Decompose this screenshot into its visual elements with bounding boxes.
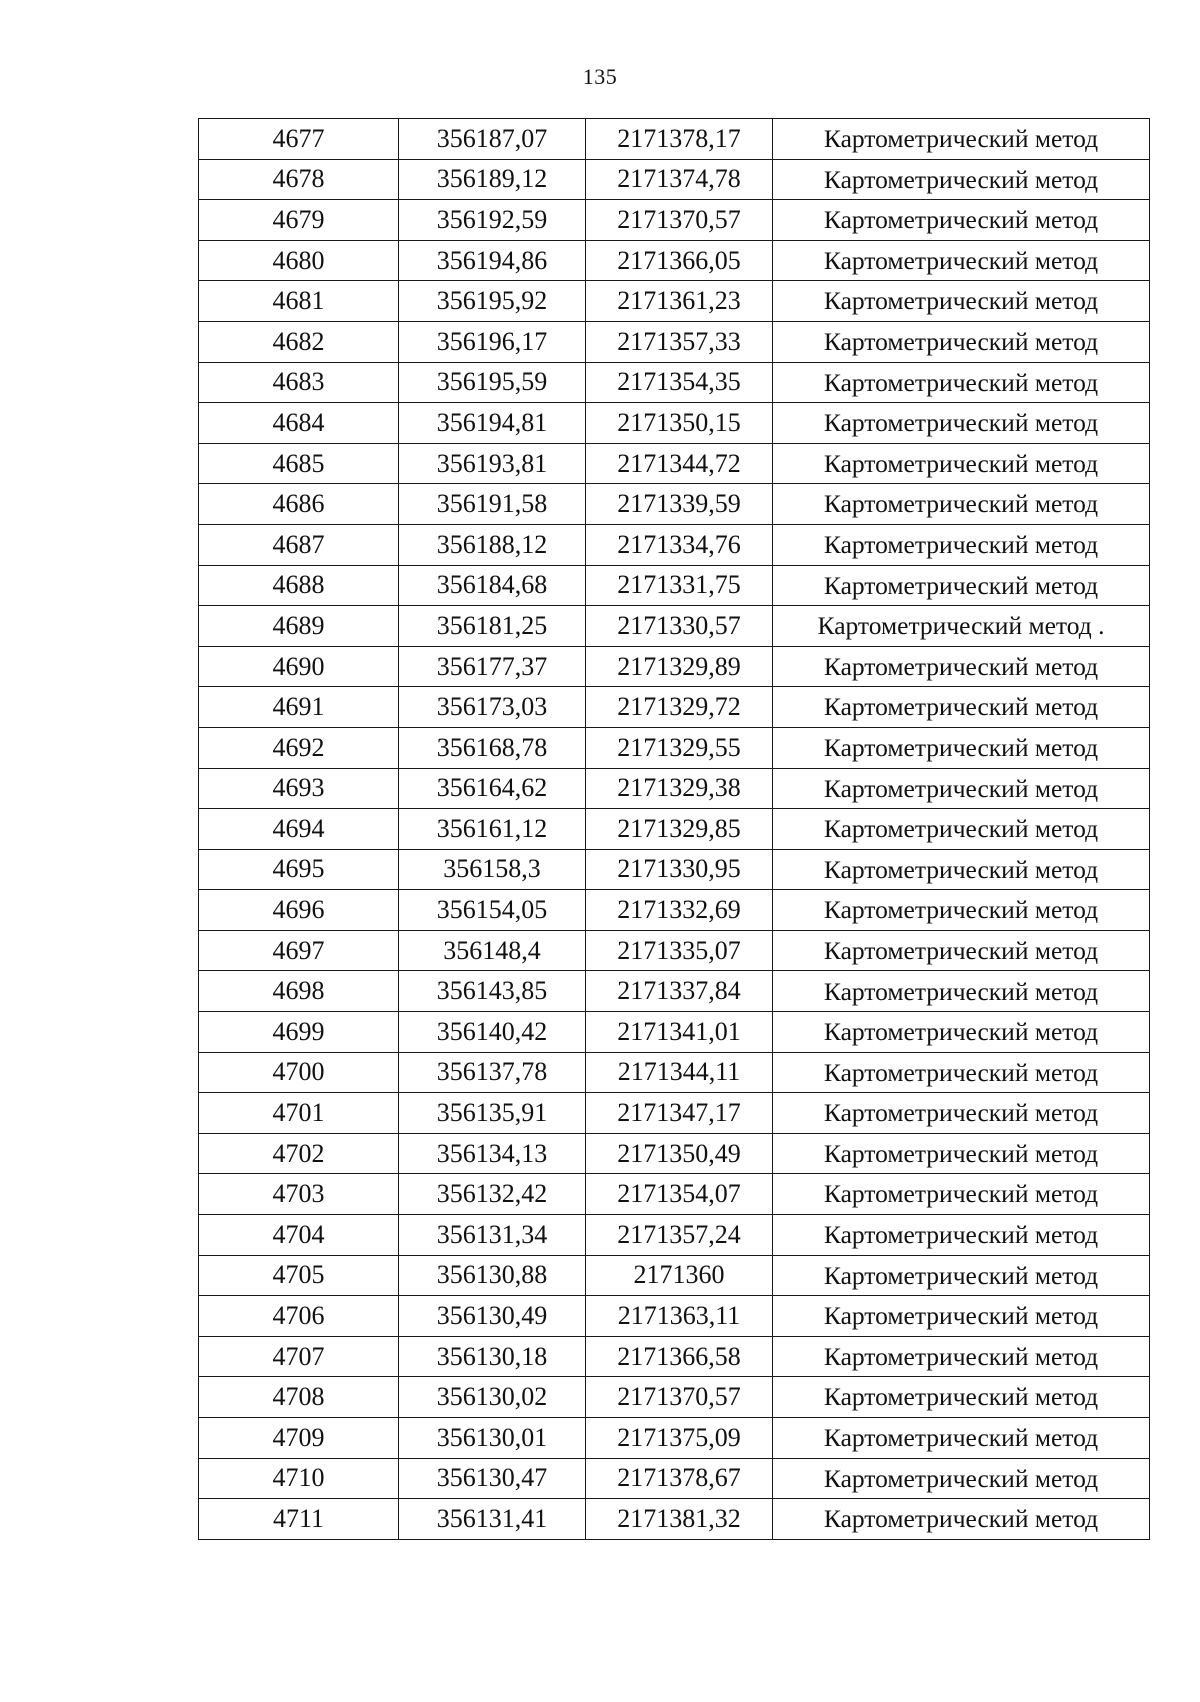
y-coordinate-cell: 2171354,07 [586,1174,773,1215]
x-coordinate-cell: 356130,01 [399,1418,586,1459]
point-number-cell: 4690 [199,646,399,687]
method-cell: Картометрический метод [773,1174,1150,1215]
point-number-cell: 4681 [199,281,399,322]
x-coordinate-cell: 356187,07 [399,119,586,160]
method-cell: Картометрический метод [773,240,1150,281]
y-coordinate-cell: 2171337,84 [586,971,773,1012]
table-row [199,646,1150,687]
y-coordinate-cell: 2171378,67 [586,1458,773,1499]
table-row [199,1174,1150,1215]
table-row [199,849,1150,890]
point-number-cell: 4702 [199,1133,399,1174]
y-coordinate-cell: 2171344,72 [586,443,773,484]
x-coordinate-cell: 356188,12 [399,524,586,565]
method-cell: Картометрический метод [773,565,1150,606]
point-number-cell: 4696 [199,890,399,931]
point-number-cell: 4684 [199,403,399,444]
x-coordinate-cell: 356154,05 [399,890,586,931]
y-coordinate-cell: 2171370,57 [586,200,773,241]
coordinates-table [198,118,1150,1540]
table-row [199,403,1150,444]
method-cell: Картометрический метод [773,849,1150,890]
method-cell: Картометрический метод [773,403,1150,444]
y-coordinate-cell: 2171347,17 [586,1093,773,1134]
method-cell: Картометрический метод [773,890,1150,931]
method-cell: Картометрический метод [773,1052,1150,1093]
point-number-cell: 4706 [199,1296,399,1337]
table-row [199,727,1150,768]
point-number-cell: 4708 [199,1377,399,1418]
table-row [199,1296,1150,1337]
x-coordinate-cell: 356135,91 [399,1093,586,1134]
y-coordinate-cell: 2171341,01 [586,1012,773,1053]
method-cell: Картометрический метод [773,1336,1150,1377]
method-cell: Картометрический метод [773,321,1150,362]
table-row [199,809,1150,850]
point-number-cell: 4705 [199,1255,399,1296]
x-coordinate-cell: 356193,81 [399,443,586,484]
table-row [199,524,1150,565]
table-row [199,321,1150,362]
table-row [199,1255,1150,1296]
y-coordinate-cell: 2171378,17 [586,119,773,160]
y-coordinate-cell: 2171329,89 [586,646,773,687]
method-cell: Картометрический метод [773,1255,1150,1296]
method-cell: Картометрический метод [773,727,1150,768]
x-coordinate-cell: 356130,47 [399,1458,586,1499]
point-number-cell: 4686 [199,484,399,525]
y-coordinate-cell: 2171330,95 [586,849,773,890]
y-coordinate-cell: 2171350,49 [586,1133,773,1174]
method-cell: Картометрический метод [773,1215,1150,1256]
point-number-cell: 4687 [199,524,399,565]
x-coordinate-cell: 356137,78 [399,1052,586,1093]
table-row [199,1215,1150,1256]
x-coordinate-cell: 356191,58 [399,484,586,525]
point-number-cell: 4709 [199,1418,399,1459]
y-coordinate-cell: 2171331,75 [586,565,773,606]
method-cell: Картометрический метод [773,1093,1150,1134]
y-coordinate-cell: 2171354,35 [586,362,773,403]
method-cell: Картометрический метод [773,1418,1150,1459]
method-cell: Картометрический метод [773,1499,1150,1540]
table-row [199,159,1150,200]
method-cell: Картометрический метод [773,1458,1150,1499]
point-number-cell: 4711 [199,1499,399,1540]
method-cell: Картометрический метод . [773,606,1150,647]
x-coordinate-cell: 356194,81 [399,403,586,444]
y-coordinate-cell: 2171350,15 [586,403,773,444]
table-row [199,1093,1150,1134]
method-cell: Картометрический метод [773,159,1150,200]
x-coordinate-cell: 356196,17 [399,321,586,362]
point-number-cell: 4703 [199,1174,399,1215]
table-row [199,768,1150,809]
y-coordinate-cell: 2171334,76 [586,524,773,565]
table-row [199,930,1150,971]
point-number-cell: 4682 [199,321,399,362]
x-coordinate-cell: 356158,3 [399,849,586,890]
x-coordinate-cell: 356161,12 [399,809,586,850]
method-cell: Картометрический метод [773,484,1150,525]
y-coordinate-cell: 2171360 [586,1255,773,1296]
table-row [199,240,1150,281]
x-coordinate-cell: 356140,42 [399,1012,586,1053]
table-row [199,1336,1150,1377]
table-row [199,971,1150,1012]
x-coordinate-cell: 356130,18 [399,1336,586,1377]
x-coordinate-cell: 356130,88 [399,1255,586,1296]
x-coordinate-cell: 356164,62 [399,768,586,809]
point-number-cell: 4691 [199,687,399,728]
y-coordinate-cell: 2171329,72 [586,687,773,728]
x-coordinate-cell: 356181,25 [399,606,586,647]
point-number-cell: 4697 [199,930,399,971]
x-coordinate-cell: 356189,12 [399,159,586,200]
table-row [199,1133,1150,1174]
x-coordinate-cell: 356194,86 [399,240,586,281]
y-coordinate-cell: 2171332,69 [586,890,773,931]
method-cell: Картометрический метод [773,971,1150,1012]
point-number-cell: 4683 [199,362,399,403]
y-coordinate-cell: 2171357,33 [586,321,773,362]
x-coordinate-cell: 356177,37 [399,646,586,687]
point-number-cell: 4685 [199,443,399,484]
point-number-cell: 4689 [199,606,399,647]
point-number-cell: 4707 [199,1336,399,1377]
method-cell: Картометрический метод [773,119,1150,160]
x-coordinate-cell: 356148,4 [399,930,586,971]
table-row [199,1012,1150,1053]
y-coordinate-cell: 2171375,09 [586,1418,773,1459]
point-number-cell: 4701 [199,1093,399,1134]
y-coordinate-cell: 2171374,78 [586,159,773,200]
point-number-cell: 4704 [199,1215,399,1256]
y-coordinate-cell: 2171329,85 [586,809,773,850]
x-coordinate-cell: 356195,59 [399,362,586,403]
point-number-cell: 4678 [199,159,399,200]
table-row [199,443,1150,484]
point-number-cell: 4694 [199,809,399,850]
method-cell: Картометрический метод [773,1377,1150,1418]
x-coordinate-cell: 356130,02 [399,1377,586,1418]
method-cell: Картометрический метод [773,930,1150,971]
x-coordinate-cell: 356192,59 [399,200,586,241]
y-coordinate-cell: 2171335,07 [586,930,773,971]
x-coordinate-cell: 356130,49 [399,1296,586,1337]
point-number-cell: 4677 [199,119,399,160]
point-number-cell: 4699 [199,1012,399,1053]
x-coordinate-cell: 356132,42 [399,1174,586,1215]
table-row [199,362,1150,403]
y-coordinate-cell: 2171366,58 [586,1336,773,1377]
table-row [199,1458,1150,1499]
point-number-cell: 4710 [199,1458,399,1499]
x-coordinate-cell: 356195,92 [399,281,586,322]
y-coordinate-cell: 2171329,55 [586,727,773,768]
x-coordinate-cell: 356143,85 [399,971,586,1012]
table-row [199,119,1150,160]
method-cell: Картометрический метод [773,362,1150,403]
x-coordinate-cell: 356134,13 [399,1133,586,1174]
point-number-cell: 4692 [199,727,399,768]
page-number: 135 [582,64,618,89]
point-number-cell: 4680 [199,240,399,281]
method-cell: Картометрический метод [773,1012,1150,1053]
x-coordinate-cell: 356131,41 [399,1499,586,1540]
table-row [199,1377,1150,1418]
table-row [199,565,1150,606]
coordinates-table-body [199,119,1150,1540]
method-cell: Картометрический метод [773,281,1150,322]
x-coordinate-cell: 356131,34 [399,1215,586,1256]
method-cell: Картометрический метод [773,809,1150,850]
method-cell: Картометрический метод [773,1296,1150,1337]
method-cell: Картометрический метод [773,1133,1150,1174]
table-row [199,200,1150,241]
point-number-cell: 4679 [199,200,399,241]
x-coordinate-cell: 356173,03 [399,687,586,728]
table-row [199,1418,1150,1459]
x-coordinate-cell: 356168,78 [399,727,586,768]
point-number-cell: 4700 [199,1052,399,1093]
y-coordinate-cell: 2171363,11 [586,1296,773,1337]
y-coordinate-cell: 2171357,24 [586,1215,773,1256]
table-row [199,890,1150,931]
point-number-cell: 4698 [199,971,399,1012]
table-row [199,1052,1150,1093]
table-row [199,687,1150,728]
y-coordinate-cell: 2171339,59 [586,484,773,525]
table-row [199,1499,1150,1540]
y-coordinate-cell: 2171361,23 [586,281,773,322]
table-row [199,606,1150,647]
point-number-cell: 4693 [199,768,399,809]
y-coordinate-cell: 2171344,11 [586,1052,773,1093]
method-cell: Картометрический метод [773,646,1150,687]
method-cell: Картометрический метод [773,443,1150,484]
y-coordinate-cell: 2171329,38 [586,768,773,809]
method-cell: Картометрический метод [773,768,1150,809]
method-cell: Картометрический метод [773,687,1150,728]
x-coordinate-cell: 356184,68 [399,565,586,606]
method-cell: Картометрический метод [773,200,1150,241]
y-coordinate-cell: 2171330,57 [586,606,773,647]
table-row [199,484,1150,525]
y-coordinate-cell: 2171381,32 [586,1499,773,1540]
y-coordinate-cell: 2171366,05 [586,240,773,281]
y-coordinate-cell: 2171370,57 [586,1377,773,1418]
point-number-cell: 4695 [199,849,399,890]
table-row [199,281,1150,322]
method-cell: Картометрический метод [773,524,1150,565]
point-number-cell: 4688 [199,565,399,606]
